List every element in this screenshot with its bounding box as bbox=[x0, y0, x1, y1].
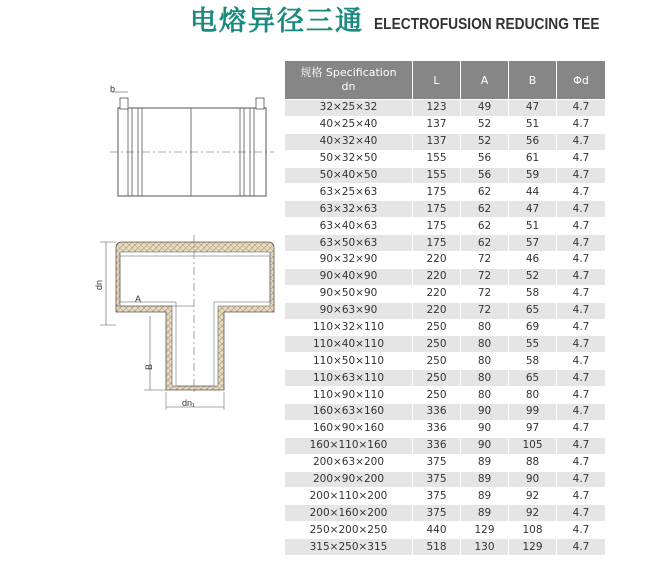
table-cell: 55 bbox=[509, 336, 557, 353]
table-row bbox=[285, 488, 606, 505]
table-cell: 90×32×90 bbox=[285, 252, 413, 269]
table-cell: 88 bbox=[509, 454, 557, 471]
title-chinese: 电熔异径三通 bbox=[190, 6, 364, 37]
table-cell: 4.7 bbox=[557, 235, 606, 252]
table-cell: 220 bbox=[413, 268, 461, 285]
table-cell: 375 bbox=[413, 471, 461, 488]
table-cell: 59 bbox=[509, 167, 557, 184]
table-cell: 97 bbox=[509, 420, 557, 437]
title-english: ELECTROFUSION REDUCING TEE bbox=[374, 16, 600, 33]
table-cell: 80 bbox=[461, 336, 509, 353]
table-cell: 4.7 bbox=[557, 184, 606, 201]
table-cell: 200×160×200 bbox=[285, 505, 413, 522]
table-cell: 250 bbox=[413, 353, 461, 370]
table-cell: 336 bbox=[413, 420, 461, 437]
table-row bbox=[285, 353, 606, 370]
table-cell: 4.7 bbox=[557, 252, 606, 269]
side-view bbox=[110, 84, 274, 196]
table-cell: 4.7 bbox=[557, 268, 606, 285]
table-row bbox=[285, 370, 606, 387]
table-cell: 4.7 bbox=[557, 522, 606, 539]
table-body bbox=[285, 100, 606, 556]
table-cell: 123 bbox=[413, 100, 461, 117]
table-cell: 65 bbox=[509, 370, 557, 387]
table-cell: 518 bbox=[413, 539, 461, 556]
table-cell: 99 bbox=[509, 404, 557, 421]
table-row bbox=[285, 218, 606, 235]
table-row bbox=[285, 100, 606, 117]
table-cell: 137 bbox=[413, 133, 461, 150]
header-a: A bbox=[461, 61, 509, 100]
table-cell: 4.7 bbox=[557, 167, 606, 184]
table-cell: 220 bbox=[413, 302, 461, 319]
table-cell: 250 bbox=[413, 370, 461, 387]
table-cell: 4.7 bbox=[557, 336, 606, 353]
table-cell: 175 bbox=[413, 218, 461, 235]
table-cell: 4.7 bbox=[557, 150, 606, 167]
table-cell: 90×50×90 bbox=[285, 285, 413, 302]
label-a: A bbox=[135, 294, 142, 304]
table-cell: 4.7 bbox=[557, 420, 606, 437]
table-cell: 4.7 bbox=[557, 471, 606, 488]
table-cell: 250 bbox=[413, 319, 461, 336]
table-cell: 375 bbox=[413, 505, 461, 522]
table-row bbox=[285, 133, 606, 150]
table-cell: 250 bbox=[413, 336, 461, 353]
specification-table bbox=[284, 60, 606, 556]
table-cell: 49 bbox=[461, 100, 509, 117]
table-cell: 56 bbox=[461, 167, 509, 184]
table-cell: 375 bbox=[413, 454, 461, 471]
table-cell: 57 bbox=[509, 235, 557, 252]
table-cell: 110×32×110 bbox=[285, 319, 413, 336]
table-cell: 90 bbox=[461, 420, 509, 437]
table-cell: 58 bbox=[509, 353, 557, 370]
table-cell: 51 bbox=[509, 218, 557, 235]
table-cell: 200×63×200 bbox=[285, 454, 413, 471]
table-row bbox=[285, 420, 606, 437]
table-cell: 40×32×40 bbox=[285, 133, 413, 150]
table-cell: 44 bbox=[509, 184, 557, 201]
table-cell: 250×200×250 bbox=[285, 522, 413, 539]
table-row bbox=[285, 454, 606, 471]
table-cell: 56 bbox=[509, 133, 557, 150]
table-cell: 155 bbox=[413, 150, 461, 167]
table-cell: 65 bbox=[509, 302, 557, 319]
table-cell: 4.7 bbox=[557, 201, 606, 218]
table-row bbox=[285, 201, 606, 218]
table-cell: 155 bbox=[413, 167, 461, 184]
table-cell: 4.7 bbox=[557, 302, 606, 319]
table-row bbox=[285, 319, 606, 336]
table-cell: 336 bbox=[413, 437, 461, 454]
header-dn-label: dn bbox=[341, 80, 356, 93]
table-cell: 63×25×63 bbox=[285, 184, 413, 201]
table-cell: 160×110×160 bbox=[285, 437, 413, 454]
table-row bbox=[285, 437, 606, 454]
table-row bbox=[285, 505, 606, 522]
table-header-row bbox=[285, 61, 606, 100]
table-cell: 58 bbox=[509, 285, 557, 302]
table-cell: 62 bbox=[461, 201, 509, 218]
table-cell: 4.7 bbox=[557, 505, 606, 522]
table-cell: 89 bbox=[461, 488, 509, 505]
table-cell: 440 bbox=[413, 522, 461, 539]
table-cell: 175 bbox=[413, 184, 461, 201]
table-cell: 4.7 bbox=[557, 353, 606, 370]
table-cell: 89 bbox=[461, 505, 509, 522]
table-cell: 129 bbox=[509, 539, 557, 556]
technical-drawing bbox=[90, 80, 280, 420]
table-cell: 89 bbox=[461, 454, 509, 471]
table-cell: 52 bbox=[461, 133, 509, 150]
table-cell: 200×110×200 bbox=[285, 488, 413, 505]
table-cell: 63×50×63 bbox=[285, 235, 413, 252]
header-specification bbox=[285, 61, 413, 100]
table-cell: 72 bbox=[461, 302, 509, 319]
table-cell: 80 bbox=[509, 387, 557, 404]
table-cell: 63×40×63 bbox=[285, 218, 413, 235]
label-dn: dn bbox=[94, 279, 104, 290]
table-cell: 72 bbox=[461, 268, 509, 285]
table-row bbox=[285, 336, 606, 353]
table-row bbox=[285, 235, 606, 252]
table-row bbox=[285, 387, 606, 404]
table-cell: 62 bbox=[461, 184, 509, 201]
table-cell: 4.7 bbox=[557, 133, 606, 150]
table-cell: 40×25×40 bbox=[285, 116, 413, 133]
table-cell: 90 bbox=[509, 471, 557, 488]
table-cell: 110×40×110 bbox=[285, 336, 413, 353]
table-cell: 62 bbox=[461, 218, 509, 235]
table-cell: 32×25×32 bbox=[285, 100, 413, 117]
table-cell: 47 bbox=[509, 100, 557, 117]
table-cell: 90×40×90 bbox=[285, 268, 413, 285]
table-cell: 89 bbox=[461, 471, 509, 488]
table-cell: 4.7 bbox=[557, 100, 606, 117]
table-row bbox=[285, 252, 606, 269]
table-cell: 46 bbox=[509, 252, 557, 269]
label-b-dim: B bbox=[144, 363, 154, 370]
header-phi-d: Φd bbox=[557, 61, 606, 100]
table-cell: 80 bbox=[461, 370, 509, 387]
table-cell: 4.7 bbox=[557, 488, 606, 505]
table-cell: 4.7 bbox=[557, 116, 606, 133]
table-cell: 105 bbox=[509, 437, 557, 454]
table-row bbox=[285, 167, 606, 184]
table-cell: 4.7 bbox=[557, 370, 606, 387]
table-cell: 4.7 bbox=[557, 285, 606, 302]
table-row bbox=[285, 116, 606, 133]
table-cell: 47 bbox=[509, 201, 557, 218]
label-dn1: dn₁ bbox=[182, 398, 196, 408]
table-cell: 92 bbox=[509, 505, 557, 522]
table-cell: 129 bbox=[461, 522, 509, 539]
table-cell: 160×63×160 bbox=[285, 404, 413, 421]
table-row bbox=[285, 184, 606, 201]
table-row bbox=[285, 302, 606, 319]
table-cell: 4.7 bbox=[557, 539, 606, 556]
table-cell: 175 bbox=[413, 201, 461, 218]
table-cell: 69 bbox=[509, 319, 557, 336]
table-cell: 4.7 bbox=[557, 454, 606, 471]
table-cell: 110×90×110 bbox=[285, 387, 413, 404]
table-cell: 4.7 bbox=[557, 437, 606, 454]
table-cell: 175 bbox=[413, 235, 461, 252]
table-cell: 250 bbox=[413, 387, 461, 404]
table-cell: 52 bbox=[461, 116, 509, 133]
table-cell: 51 bbox=[509, 116, 557, 133]
table-cell: 90 bbox=[461, 437, 509, 454]
table-cell: 90×63×90 bbox=[285, 302, 413, 319]
table-cell: 80 bbox=[461, 319, 509, 336]
header-b: B bbox=[509, 61, 557, 100]
table-row bbox=[285, 268, 606, 285]
table-cell: 62 bbox=[461, 235, 509, 252]
table-row bbox=[285, 285, 606, 302]
table-row bbox=[285, 522, 606, 539]
table-cell: 200×90×200 bbox=[285, 471, 413, 488]
section-view bbox=[94, 235, 274, 410]
table-cell: 50×32×50 bbox=[285, 150, 413, 167]
table-cell: 80 bbox=[461, 353, 509, 370]
table-cell: 56 bbox=[461, 150, 509, 167]
table-cell: 336 bbox=[413, 404, 461, 421]
label-b: b bbox=[110, 84, 116, 94]
table-cell: 137 bbox=[413, 116, 461, 133]
table-cell: 130 bbox=[461, 539, 509, 556]
table-cell: 63×32×63 bbox=[285, 201, 413, 218]
table-cell: 4.7 bbox=[557, 319, 606, 336]
table-cell: 80 bbox=[461, 387, 509, 404]
table-cell: 4.7 bbox=[557, 404, 606, 421]
table-cell: 4.7 bbox=[557, 387, 606, 404]
header-spec-label: 规格 Specification bbox=[300, 66, 397, 79]
table-cell: 160×90×160 bbox=[285, 420, 413, 437]
table-row bbox=[285, 150, 606, 167]
table-row bbox=[285, 404, 606, 421]
table-cell: 108 bbox=[509, 522, 557, 539]
table-row bbox=[285, 539, 606, 556]
table-cell: 110×50×110 bbox=[285, 353, 413, 370]
table-cell: 375 bbox=[413, 488, 461, 505]
header-l: L bbox=[413, 61, 461, 100]
table-cell: 4.7 bbox=[557, 218, 606, 235]
table-cell: 72 bbox=[461, 285, 509, 302]
table-cell: 315×250×315 bbox=[285, 539, 413, 556]
table-cell: 50×40×50 bbox=[285, 167, 413, 184]
table-cell: 52 bbox=[509, 268, 557, 285]
table-cell: 110×63×110 bbox=[285, 370, 413, 387]
table-cell: 72 bbox=[461, 252, 509, 269]
table-cell: 220 bbox=[413, 252, 461, 269]
table-cell: 90 bbox=[461, 404, 509, 421]
table-cell: 92 bbox=[509, 488, 557, 505]
table-row bbox=[285, 471, 606, 488]
table-cell: 61 bbox=[509, 150, 557, 167]
table-cell: 220 bbox=[413, 285, 461, 302]
